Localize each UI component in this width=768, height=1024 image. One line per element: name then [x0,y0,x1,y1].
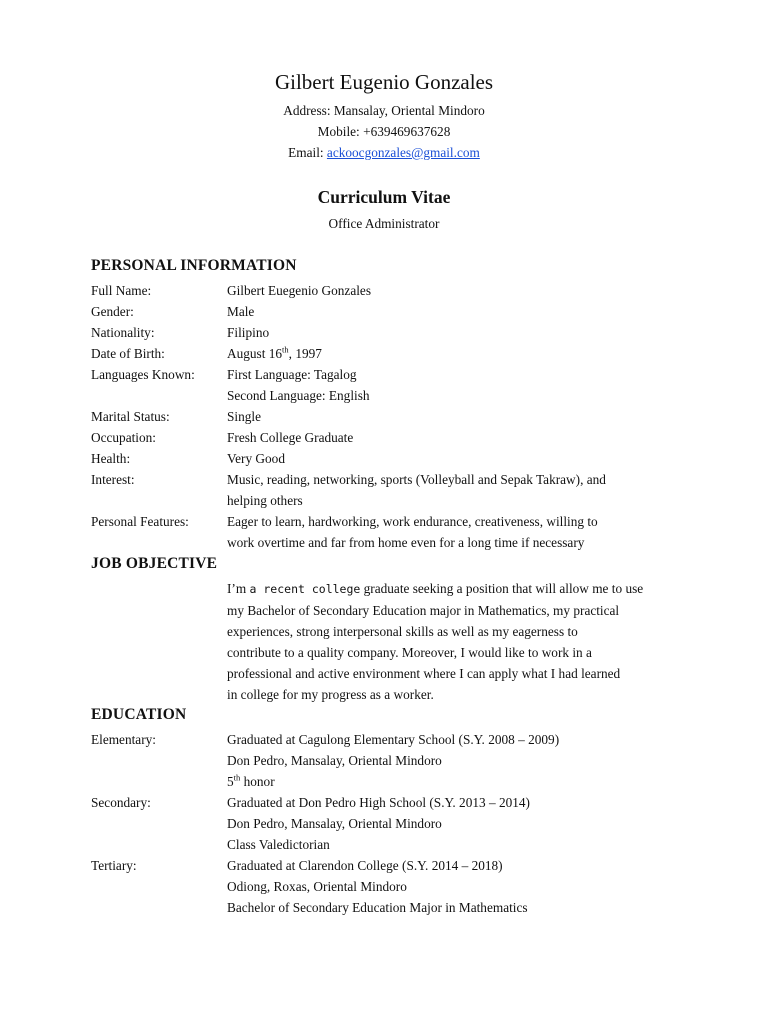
objective-line-1-end: graduate seeking a position that will allow me to use [360,581,644,596]
dob-month-day: August 16 [227,346,283,361]
elementary-school: Graduated at Cagulong Elementary School (S.Y. 2008 – 2009) [227,732,560,747]
job-objective-heading: JOB OBJECTIVE [91,555,218,572]
elementary-label: Elementary: [91,732,156,747]
honor-text: honor [240,774,275,789]
cv-title: Curriculum Vitae [317,187,451,207]
marital-label: Marital Status: [91,409,170,424]
occupation-label: Occupation: [91,430,156,445]
address: Address: Mansalay, Oriental Mindoro [283,103,485,118]
occupation-value: Fresh College Graduate [227,430,354,445]
features-line-1: Eager to learn, hardworking, work endurance, creativeness, willing to [227,514,598,529]
applicant-name: Gilbert Eugenio Gonzales [274,70,494,94]
language-first: First Language: Tagalog [227,367,357,382]
personal-info-heading: PERSONAL INFORMATION [91,257,297,274]
dob-year: , 1997 [288,346,322,361]
interest-line-2: helping others [227,493,303,508]
gender-label: Gender: [91,304,134,319]
dob-label: Date of Birth: [91,346,165,361]
email-line [0,145,768,161]
dob-suffix: th [282,344,289,355]
objective-line-4: contribute to a quality company. Moreover, I would like to work in a [227,645,592,660]
objective-line-5: professional and active environment where I can apply what I had learned [227,666,621,681]
full-name-label: Full Name: [91,283,152,298]
secondary-location: Don Pedro, Mansalay, Oriental Mindoro [227,816,442,831]
email-label: Email: [288,145,327,160]
objective-line-3: experiences, strong interpersonal skills as well as my eagerness to [227,624,578,639]
secondary-label: Secondary: [91,795,151,810]
tertiary-location: Odiong, Roxas, Oriental Mindoro [227,879,407,894]
cv-position: Office Administrator [328,216,440,231]
objective-line-2: my Bachelor of Secondary Education major in Mathematics, my practical [227,603,620,618]
elementary-location: Don Pedro, Mansalay, Oriental Mindoro [227,753,442,768]
health-label: Health: [91,451,131,466]
full-name-value: Gilbert Euegenio Gonzales [227,283,371,298]
health-value: Very Good [227,451,285,466]
honor-number: 5 [227,774,234,789]
objective-line-1 [227,578,682,600]
objective-line-1-start: I’m [227,581,250,596]
nationality-label: Nationality: [91,325,155,340]
interest-label: Interest: [91,472,135,487]
honor-suffix: th [233,772,241,783]
gender-value: Male [227,304,255,319]
interest-line-1: Music, reading, networking, sports (Volleyball and Sepak Takraw), and [227,472,606,487]
tertiary-school: Graduated at Clarendon College (S.Y. 2014 – 2018) [227,858,503,873]
objective-line-6: in college for my progress as a worker. [227,687,434,702]
languages-label: Languages Known: [91,367,195,382]
mobile: Mobile: +639469637628 [317,124,451,139]
tertiary-degree: Bachelor of Secondary Education Major in Mathematics [227,900,528,915]
education-heading: EDUCATION [91,706,187,723]
objective-line-1-mono: a recent college [249,582,361,596]
language-second: Second Language: English [227,388,370,403]
email-link[interactable]: ackoocgonzales@gmail.com [326,145,480,160]
features-line-2: work overtime and far from home even for a long time if necessary [227,535,585,550]
tertiary-label: Tertiary: [91,858,137,873]
nationality-value: Filipino [227,325,270,340]
features-label: Personal Features: [91,514,189,529]
job-objective-text [227,578,682,705]
secondary-honor: Class Valedictorian [227,837,330,852]
elementary-honor [227,771,677,792]
dob-value [227,343,677,364]
marital-value: Single [227,409,261,424]
secondary-school: Graduated at Don Pedro High School (S.Y. 2013 – 2014) [227,795,530,810]
